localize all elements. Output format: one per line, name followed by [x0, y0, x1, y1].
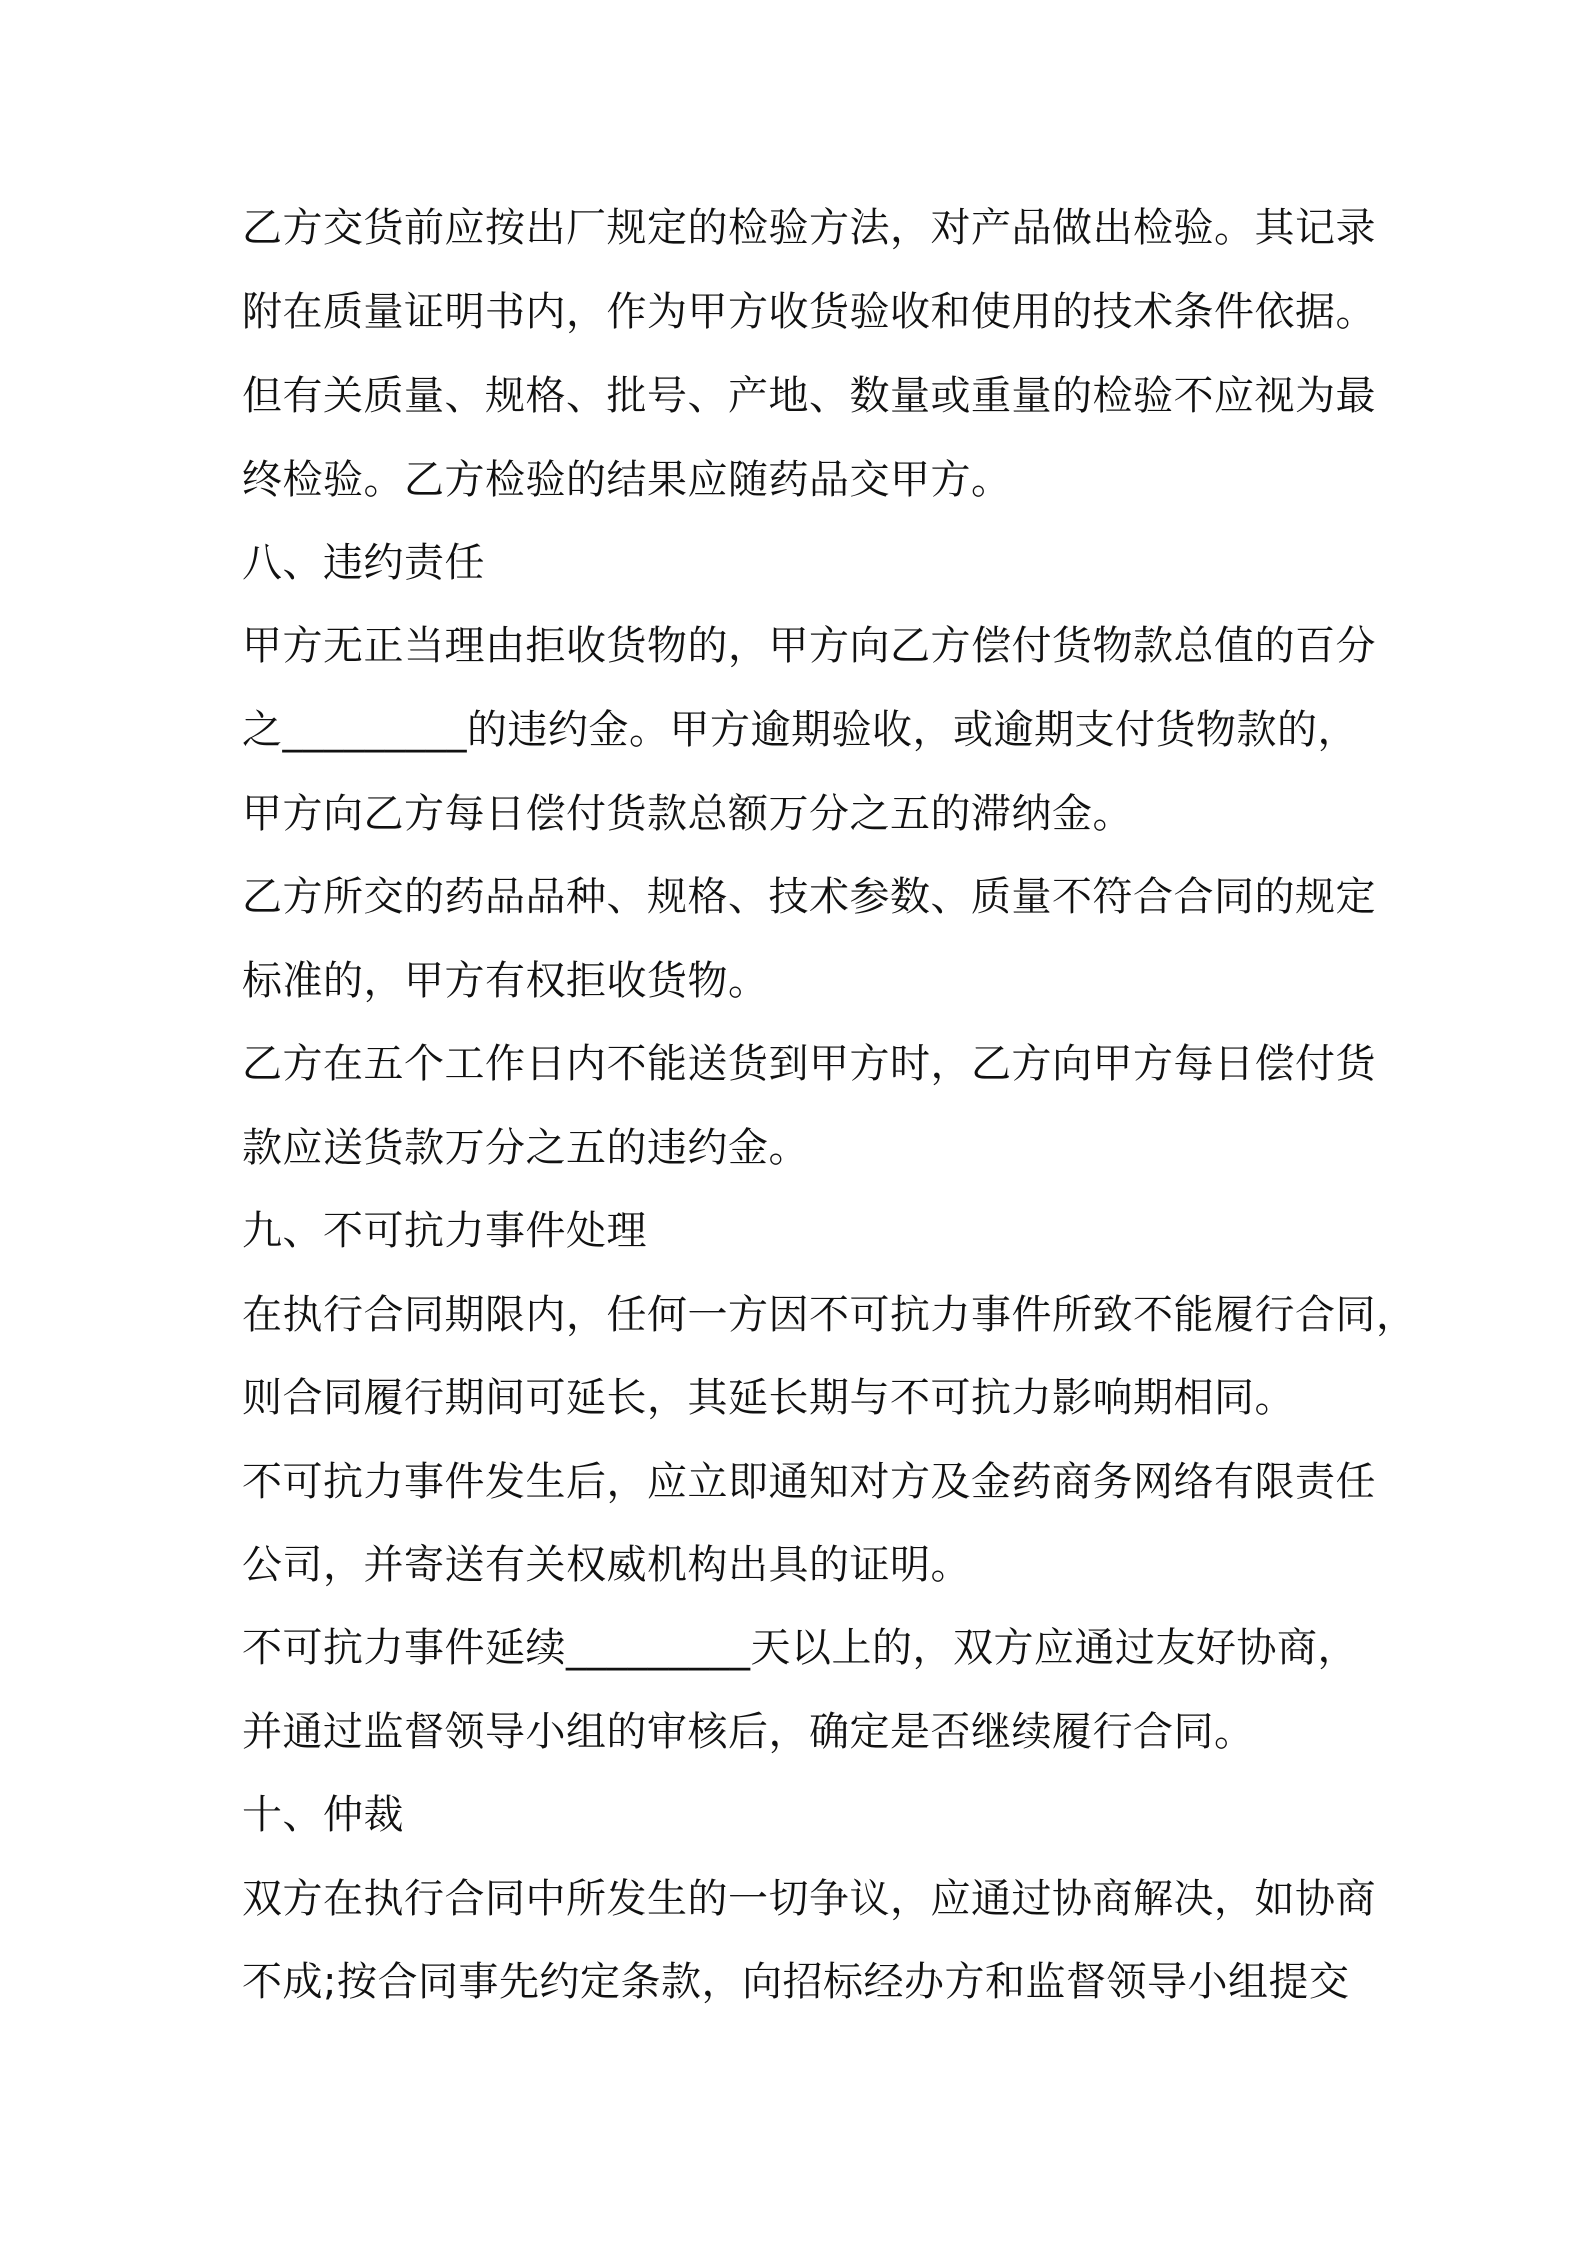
paragraph-line: 附在质量证明书内，作为甲方收货验收和使用的技术条件依据。 [242, 289, 1376, 335]
paragraph-line: 则合同履行期间可延长，其延长期与不可抗力影响期相同。 [242, 1375, 1295, 1421]
paragraph-line: 双方在执行合同中所发生的一切争议，应通过协商解决，如协商 [242, 1876, 1376, 1922]
paragraph-line: 终检验。乙方检验的结果应随药品交甲方。 [242, 457, 1012, 503]
paragraph-line: 公司，并寄送有关权威机构出具的证明。 [242, 1542, 971, 1588]
section-heading: 八、违约责任 [242, 540, 485, 586]
paragraph-line: 不成;按合同事先约定条款，向招标经办方和监督领导小组提交 [242, 1959, 1350, 2005]
paragraph-line: 不可抗力事件发生后，应立即通知对方及金药商务网络有限责任 [242, 1459, 1376, 1505]
paragraph-line: 之_________的违约金。甲方逾期验收，或逾期支付货物款的， [242, 707, 1358, 753]
paragraph-line: 款应送货款万分之五的违约金。 [242, 1125, 809, 1171]
paragraph-line: 甲方无正当理由拒收货物的，甲方向乙方偿付货物款总值的百分 [242, 623, 1376, 669]
paragraph-line: 甲方向乙方每日偿付货款总额万分之五的滞纳金。 [242, 791, 1133, 837]
paragraph-line: 乙方在五个工作日内不能送货到甲方时，乙方向甲方每日偿付货 [242, 1041, 1376, 1087]
paragraph-line: 标准的，甲方有权拒收货物。 [242, 958, 769, 1004]
paragraph-line: 乙方交货前应按出厂规定的检验方法，对产品做出检验。其记录 [242, 205, 1376, 251]
paragraph-line: 在执行合同期限内，任何一方因不可抗力事件所致不能履行合同， [242, 1292, 1417, 1338]
paragraph-line: 并通过监督领导小组的审核后，确定是否继续履行合同。 [242, 1709, 1255, 1755]
section-heading: 九、不可抗力事件处理 [242, 1208, 647, 1254]
paragraph-line: 但有关质量、规格、批号、产地、数量或重量的检验不应视为最 [242, 373, 1376, 419]
section-heading: 十、仲裁 [242, 1792, 404, 1838]
paragraph-line: 乙方所交的药品品种、规格、技术参数、质量不符合合同的规定 [242, 874, 1376, 920]
paragraph-line: 不可抗力事件延续_________天以上的，双方应通过友好协商， [242, 1625, 1358, 1671]
